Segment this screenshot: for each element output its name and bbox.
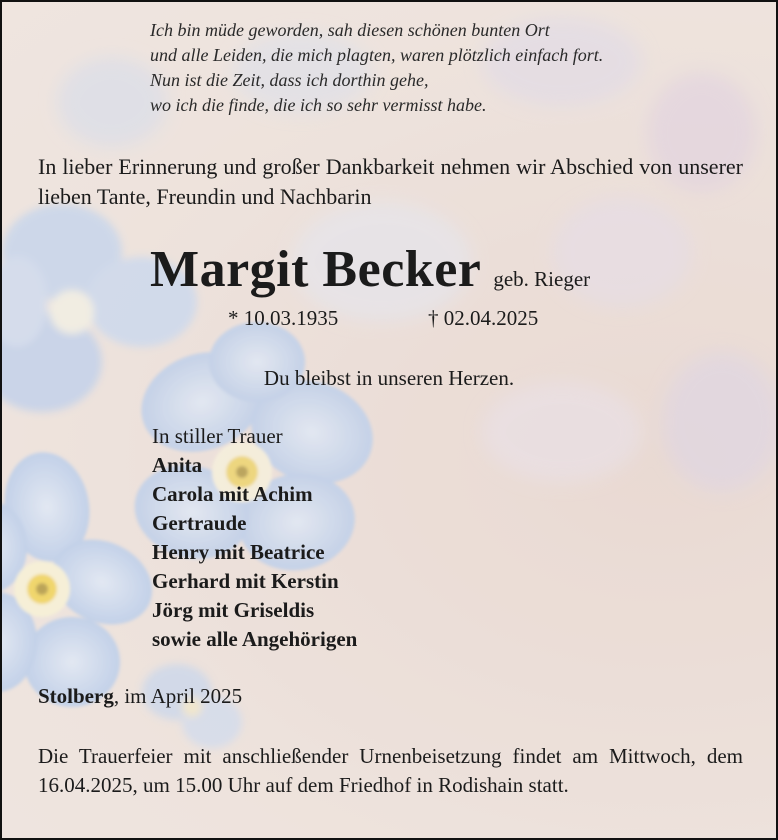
death-date: † 02.04.2025	[428, 306, 539, 330]
intro-text: In lieber Erinnerung und großer Dankbarkeit nehmen wir Abschied von unserer lieben Tante, Freundin und Nachbarin	[38, 154, 743, 209]
poem-line: wo ich die finde, die ich so sehr vermisst habe.	[150, 95, 487, 115]
place-town: Stolberg	[38, 684, 114, 708]
mourner-name: Carola mit Achim	[152, 482, 313, 506]
funeral-notice: Die Trauerfeier mit anschließender Urnenbeisetzung findet am Mittwoch, dem 16.04.2025, um 15.00 Uhr auf dem Friedhof in Rodishain statt.	[38, 744, 743, 797]
maiden-name: geb. Rieger	[493, 267, 591, 291]
poem-line: Nun ist die Zeit, dass ich dorthin gehe,	[150, 70, 429, 90]
place-date	[38, 684, 242, 709]
poem	[150, 18, 603, 118]
birth-date: * 10.03.1935	[228, 306, 339, 330]
poem-line: Ich bin müde geworden, sah diesen schönen bunten Ort	[150, 20, 550, 40]
deceased-name: Margit Becker	[150, 241, 482, 298]
mourner-name: Gerhard mit Kerstin	[152, 569, 339, 593]
mourner-name: Gertraude	[152, 511, 247, 535]
mourner-name: Henry mit Beatrice	[152, 540, 325, 564]
motto: Du bleibst in unseren Herzen.	[263, 366, 515, 390]
mourner-name: Jörg mit Griseldis	[152, 598, 315, 622]
deceased-name-line	[150, 240, 590, 299]
place-date-rest: , im April 2025	[113, 684, 243, 708]
poem-line: und alle Leiden, die mich plagten, waren plötzlich einfach fort.	[150, 45, 604, 65]
mourners-list	[152, 422, 357, 654]
mourner-name: sowie alle Angehörigen	[152, 627, 358, 651]
mourner-name: Anita	[152, 453, 203, 477]
mourners-heading: In stiller Trauer	[152, 424, 283, 448]
